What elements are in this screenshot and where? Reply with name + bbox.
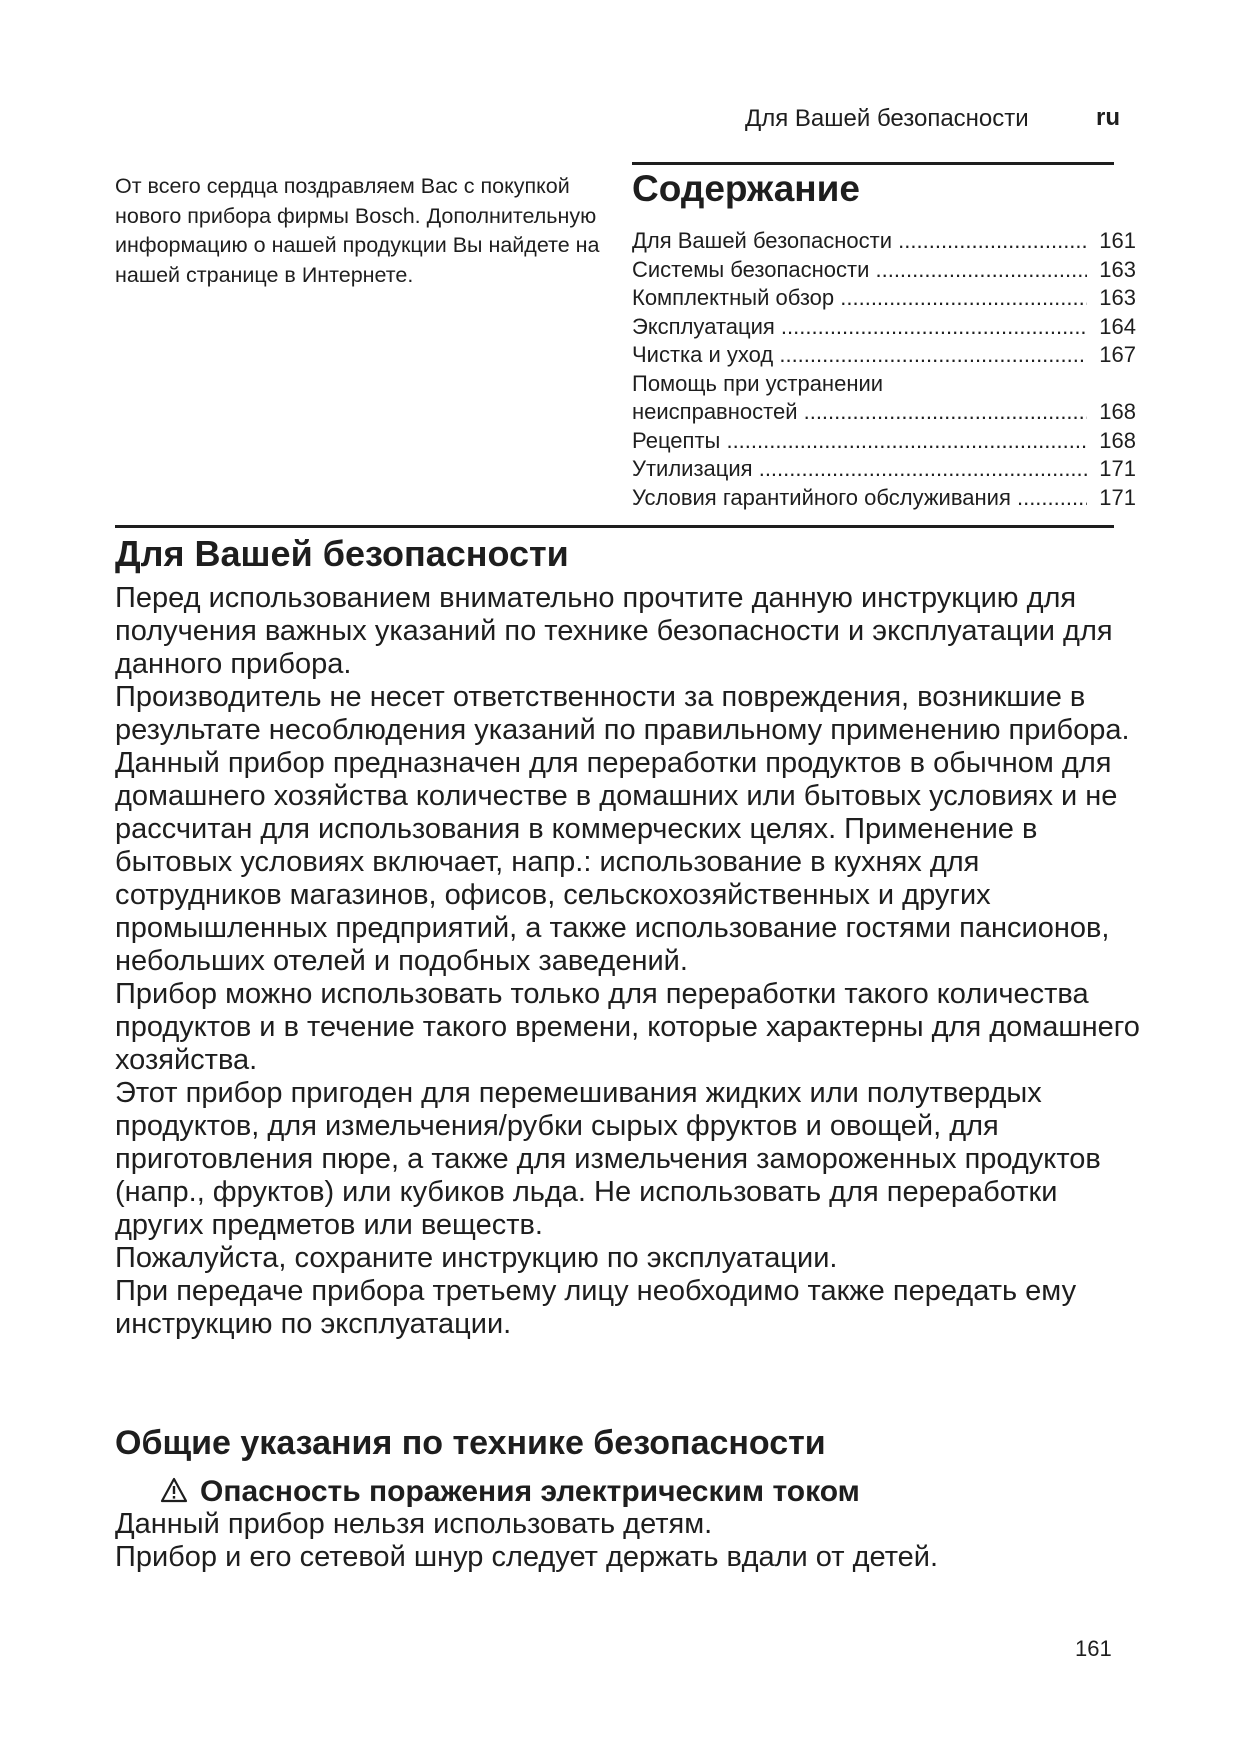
section-rule [115,525,1114,528]
safety-paragraph: Перед использованием внимательно прочтите данную инструкцию для получения важных указаний по технике безопасности и эксплуатации для данного прибора. [115,582,1113,680]
toc-entry-page: 171 [1087,455,1136,484]
toc-entry-page: 163 [1087,256,1136,285]
safety-paragraph: Пожалуйста, сохраните инструкцию по эксплуатации. [115,1242,838,1274]
safety-body [115,582,1145,1341]
toc-entry-label: Эксплуатация ..... [632,314,1136,339]
toc-entry-page: 163 [1087,284,1136,313]
warning-title: Опасность поражения электрическим током [200,1475,860,1508]
toc-entry-page: 168 [1087,398,1136,427]
section-title-general-safety: Общие указания по технике безопасности [115,1424,826,1462]
intro-text: От всего сердца поздравляем Вас с покупкой нового прибора фирмы Bosch. Дополнительную информацию о нашей продукции Вы найдете на нашей странице в Интернете. [115,174,600,287]
toc-entry-label: Для Вашей безопасности ..... [632,228,1136,253]
toc-entry-page: 168 [1087,427,1136,456]
toc-entry-page: 161 [1087,227,1136,256]
toc-entry-label: Чистка и уход ..... [632,342,1136,367]
toc-title: Содержание [632,168,860,209]
toc-entry[interactable] [632,256,1136,285]
page-number: 161 [1075,1636,1112,1661]
toc-entry-label: Рецепты ..... [632,428,1136,453]
toc-entry[interactable] [632,398,1136,427]
toc-entry[interactable] [632,341,1136,370]
safety-paragraph: При передаче прибора третьему лицу необходимо также передать ему инструкцию по эксплуатации. [115,1275,1077,1340]
toc-entry-label: Условия гарантийного обслуживания ..... [632,485,1136,510]
toc-entry-label: Помощь при устранении [632,370,884,396]
toc-entry-label: Комплектный обзор ..... [632,285,1136,310]
toc-entry[interactable] [632,313,1136,342]
toc-entry[interactable] [632,370,1136,399]
toc-entry-page: 171 [1087,484,1136,513]
toc-entry-label: Системы безопасности ..... [632,257,1136,282]
table-of-contents [632,227,1136,512]
toc-entry[interactable] [632,455,1136,484]
toc-entry[interactable] [632,484,1136,513]
toc-entry[interactable] [632,227,1136,256]
running-header-title: Для Вашей безопасности [745,105,1029,132]
toc-entry-label: неисправностей ..... [632,399,1136,424]
safety-paragraph: Прибор можно использовать только для переработки такого количества продуктов и в течение такого времени, которые характерны для домашнего хозяйства. [115,978,1140,1076]
general-safety-paragraph: Прибор и его сетевой шнур следует держать вдали от детей. [115,1541,939,1573]
general-safety-body [115,1508,1145,1574]
language-code: ru [1096,104,1120,131]
toc-entry-label: Утилизация ..... [632,456,1136,481]
warning-triangle-icon [160,1474,188,1510]
toc-entry[interactable] [632,284,1136,313]
toc-top-rule [632,162,1114,165]
safety-paragraph: Данный прибор предназначен для переработки продуктов в обычном для домашнего хозяйства количестве в домашних или бытовых условиях и не рассчитан для использования в коммерческих целях. Применение в бытовых условиях включает, напр.: использование в кухнях для сотрудников магазинов, офисов, сельскохозяйственных и других промышленных предприятий, а также использование гостями пансионов, небольших отелей и подобных заведений. [115,747,1118,977]
toc-entry-page: 164 [1087,313,1136,342]
safety-paragraph: Производитель не несет ответственности за повреждения, возникшие в результате несоблюдения указаний по правильному применению прибора. [115,681,1130,746]
general-safety-paragraph: Данный прибор нельзя использовать детям. [115,1508,713,1540]
section-title-safety: Для Вашей безопасности [115,533,569,574]
warning-heading [160,1474,860,1510]
toc-entry-page: 167 [1087,341,1136,370]
safety-paragraph: Этот прибор пригоден для перемешивания жидких или полутвердых продуктов, для измельчения/рубки сырых фруктов и овощей, для приготовления пюре, а также для измельчения замороженных продуктов (напр., фруктов) или кубиков льда. Не использовать для переработки других предметов или веществ. [115,1077,1101,1241]
toc-entry[interactable] [632,427,1136,456]
